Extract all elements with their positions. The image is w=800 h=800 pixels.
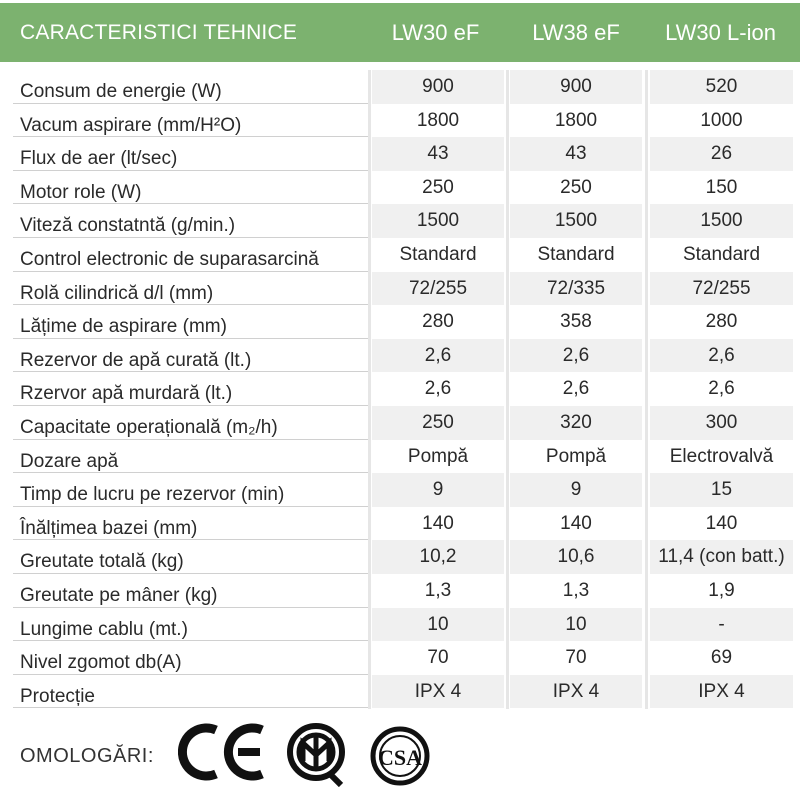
row-value-2: 320 bbox=[560, 411, 592, 433]
row-divider bbox=[13, 707, 368, 708]
table-row bbox=[0, 70, 800, 104]
row-value-2: IPX 4 bbox=[552, 680, 600, 702]
row-value-1: 2,6 bbox=[424, 344, 452, 366]
row-value-1: 43 bbox=[427, 143, 449, 165]
table-title: CARACTERISTICI TEHNICE bbox=[20, 21, 298, 44]
row-label: Nivel zgomot db(A) bbox=[20, 652, 182, 674]
row-value-3: 2,6 bbox=[708, 344, 735, 366]
row-value-1: 1500 bbox=[416, 210, 460, 232]
table-row bbox=[0, 137, 800, 171]
row-value-1: 1,3 bbox=[424, 579, 452, 601]
row-value-2: 43 bbox=[565, 143, 587, 165]
row-value-2: 900 bbox=[560, 76, 592, 97]
row-value-1: 2,6 bbox=[424, 378, 452, 400]
row-label: Rezervor de apă curată (lt.) bbox=[20, 349, 252, 371]
row-label: Dozare apă bbox=[20, 450, 119, 472]
row-label: Rzervor apă murdară (lt.) bbox=[20, 383, 233, 405]
table-row bbox=[0, 641, 800, 675]
row-value-1: Standard bbox=[399, 243, 477, 265]
row-value-3: 11,4 (con batt.) bbox=[658, 546, 785, 568]
row-label: Flux de aer (lt/sec) bbox=[20, 148, 178, 170]
row-value-2: 70 bbox=[565, 647, 587, 669]
row-value-2: 140 bbox=[560, 512, 592, 534]
row-value-1: 900 bbox=[422, 76, 454, 97]
row-label: Motor role (W) bbox=[20, 181, 142, 203]
row-label: Capacitate operațională (m₂/h) bbox=[20, 416, 278, 438]
row-label: Timp de lucru pe rezervor (min) bbox=[20, 484, 285, 506]
row-value-3: 1,9 bbox=[708, 579, 735, 601]
table-row bbox=[0, 204, 800, 238]
column-header-2: LW38 eF bbox=[532, 20, 620, 45]
row-value-2: Pompă bbox=[545, 445, 607, 467]
column-header-1: LW30 eF bbox=[391, 20, 480, 45]
table-row bbox=[0, 473, 800, 507]
row-label: Lățime de aspirare (mm) bbox=[20, 316, 227, 338]
row-value-1: 140 bbox=[422, 512, 454, 534]
row-value-3: 72/255 bbox=[692, 277, 751, 299]
row-value-1: IPX 4 bbox=[414, 680, 462, 702]
row-value-2: 1800 bbox=[554, 109, 598, 131]
row-value-2: 72/335 bbox=[546, 277, 606, 299]
table-row bbox=[0, 372, 800, 406]
table-row bbox=[0, 272, 800, 306]
row-label: Greutate totală (kg) bbox=[20, 551, 184, 573]
row-label: Consum de energie (W) bbox=[20, 81, 222, 102]
row-value-1: 250 bbox=[422, 411, 454, 433]
row-value-2: 1500 bbox=[554, 210, 598, 232]
row-value-1: Pompă bbox=[407, 445, 469, 467]
row-value-3: - bbox=[718, 613, 725, 635]
row-value-3: 1000 bbox=[700, 109, 743, 131]
row-value-1: 1800 bbox=[416, 109, 460, 131]
table-row bbox=[0, 104, 800, 138]
row-label: Înălțimea bazei (mm) bbox=[20, 517, 198, 539]
row-value-2: 1,3 bbox=[562, 579, 590, 601]
table-row bbox=[0, 305, 800, 339]
row-label: Protecție bbox=[20, 685, 95, 707]
row-label: Control electronic de suparasarcină bbox=[20, 248, 319, 270]
row-value-3: Electrovalvă bbox=[669, 445, 774, 467]
row-label: Greutate pe mâner (kg) bbox=[20, 584, 218, 606]
row-value-3: 69 bbox=[710, 647, 733, 669]
row-value-3: 300 bbox=[705, 411, 738, 433]
row-value-3: 520 bbox=[705, 76, 738, 97]
table-row bbox=[0, 507, 800, 541]
column-header-3: LW30 L-ion bbox=[665, 20, 776, 45]
row-value-3: 140 bbox=[705, 512, 738, 534]
spec-table-body bbox=[0, 70, 800, 708]
row-label: Rolă cilindrică d/l (mm) bbox=[20, 282, 214, 304]
row-value-2: Standard bbox=[537, 243, 615, 265]
table-row bbox=[0, 339, 800, 373]
row-value-1: 280 bbox=[422, 311, 454, 333]
row-value-3: 15 bbox=[710, 479, 733, 501]
row-value-2: 2,6 bbox=[562, 378, 590, 400]
table-row bbox=[0, 406, 800, 440]
row-label: Lungime cablu (mt.) bbox=[20, 618, 188, 640]
table-header bbox=[0, 3, 800, 62]
row-value-1: 70 bbox=[427, 647, 449, 669]
row-value-3: 150 bbox=[705, 176, 738, 198]
table-row bbox=[0, 608, 800, 642]
table-row bbox=[0, 675, 800, 709]
row-value-1: 72/255 bbox=[408, 277, 468, 299]
row-value-1: 250 bbox=[422, 176, 454, 198]
row-value-3: 280 bbox=[705, 311, 738, 333]
row-value-2: 10 bbox=[565, 613, 587, 635]
row-value-3: Standard bbox=[682, 243, 761, 265]
table-row bbox=[0, 238, 800, 272]
row-value-3: 2,6 bbox=[708, 378, 735, 400]
certifications-label: OMOLOGĂRI: bbox=[20, 745, 154, 767]
row-value-3: 1500 bbox=[700, 210, 743, 232]
row-label: Viteză constatntă (g/min.) bbox=[20, 215, 236, 237]
row-value-2: 9 bbox=[570, 479, 582, 501]
ce-mark-icon bbox=[178, 722, 268, 782]
table-row bbox=[0, 440, 800, 474]
row-value-3: 26 bbox=[710, 143, 733, 165]
table-row bbox=[0, 540, 800, 574]
imq-mark-icon bbox=[285, 721, 347, 787]
table-row bbox=[0, 574, 800, 608]
csa-mark-icon bbox=[367, 723, 433, 789]
row-value-2: 2,6 bbox=[562, 344, 590, 366]
row-value-1: 10 bbox=[427, 613, 449, 635]
row-value-2: 250 bbox=[560, 176, 592, 198]
table-row bbox=[0, 171, 800, 205]
row-value-2: 358 bbox=[560, 311, 592, 333]
row-label: Vacum aspirare (mm/H²O) bbox=[20, 114, 242, 136]
row-value-1: 10,2 bbox=[419, 546, 457, 568]
csa-mark-text: CSA bbox=[377, 745, 423, 770]
row-value-2: 10,6 bbox=[557, 546, 595, 568]
row-value-3: IPX 4 bbox=[698, 680, 745, 702]
row-value-1: 9 bbox=[432, 479, 444, 501]
